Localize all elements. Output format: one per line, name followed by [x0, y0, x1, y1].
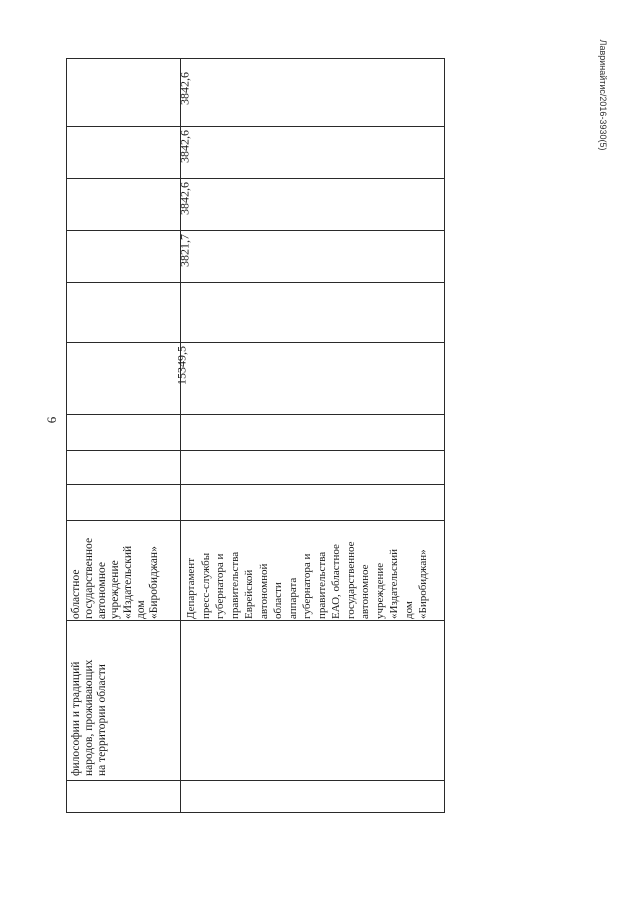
- column-divider: [66, 450, 445, 451]
- executor-line: автономной: [257, 563, 270, 619]
- executor-line: губернатора и: [301, 553, 313, 619]
- year-2019-amount-value: 3842,6: [177, 72, 192, 105]
- watermark-text: Лавринайтис/2016-3930(5): [598, 39, 608, 151]
- executor-line: дом: [402, 601, 415, 619]
- task-description-line: философии и традиций: [70, 661, 82, 776]
- executor-line: Еврейской: [243, 569, 255, 619]
- column-divider: [66, 780, 445, 781]
- task-description-cell: [70, 624, 114, 776]
- column-divider: [66, 282, 445, 283]
- column-divider: [66, 620, 445, 621]
- executor-line: губернатора и: [214, 553, 226, 619]
- total-amount-value: 15349,5: [174, 346, 189, 385]
- executor-line: ЕАО, областное: [330, 544, 342, 619]
- table-border-top: [66, 58, 445, 59]
- executor-cell-row1: [70, 523, 178, 619]
- executor-line: областное: [70, 569, 82, 619]
- executor-line: области: [272, 582, 284, 619]
- page-number: 6: [44, 416, 59, 424]
- column-divider: [66, 520, 445, 521]
- executor-line: учреждение: [373, 562, 386, 619]
- executor-line: автономное: [96, 562, 108, 619]
- executor-line: «Издательский: [388, 549, 400, 619]
- table-border-bottom: [66, 812, 445, 813]
- executor-line: «Биробиджан»: [148, 546, 160, 619]
- executor-line: правительства: [315, 551, 328, 619]
- year-2018-amount-value: 3842,6: [177, 130, 192, 163]
- executor-line: дом: [135, 600, 147, 619]
- executor-line: государственное: [344, 541, 357, 619]
- column-divider: [66, 230, 445, 231]
- row-divider: [180, 58, 181, 813]
- column-divider: [66, 484, 445, 485]
- task-description-line: народов, проживающих: [83, 659, 95, 776]
- executor-line: «Издательский: [122, 545, 134, 619]
- table-border-right: [444, 58, 445, 813]
- executor-cell-row2: [184, 523, 442, 619]
- document-watermark: [594, 40, 612, 150]
- year-2017-amount-value: 3842,6: [177, 182, 192, 215]
- executor-line: автономное: [359, 564, 371, 619]
- executor-line: «Биробиджан»: [417, 549, 429, 619]
- executor-line: Департамент: [185, 557, 197, 619]
- column-divider: [66, 414, 445, 415]
- executor-line: аппарата: [286, 577, 299, 619]
- executor-line: правительства: [228, 551, 241, 619]
- executor-line: государственное: [83, 537, 95, 619]
- executor-line: пресс-службы: [199, 552, 212, 619]
- task-description-line: на территории области: [96, 664, 108, 776]
- year-2016-amount-value: 3821,7: [177, 234, 192, 267]
- column-divider: [66, 342, 445, 343]
- column-divider: [66, 178, 445, 179]
- executor-line: учреждение: [109, 560, 121, 619]
- table-border-left: [66, 58, 67, 813]
- column-divider: [66, 126, 445, 127]
